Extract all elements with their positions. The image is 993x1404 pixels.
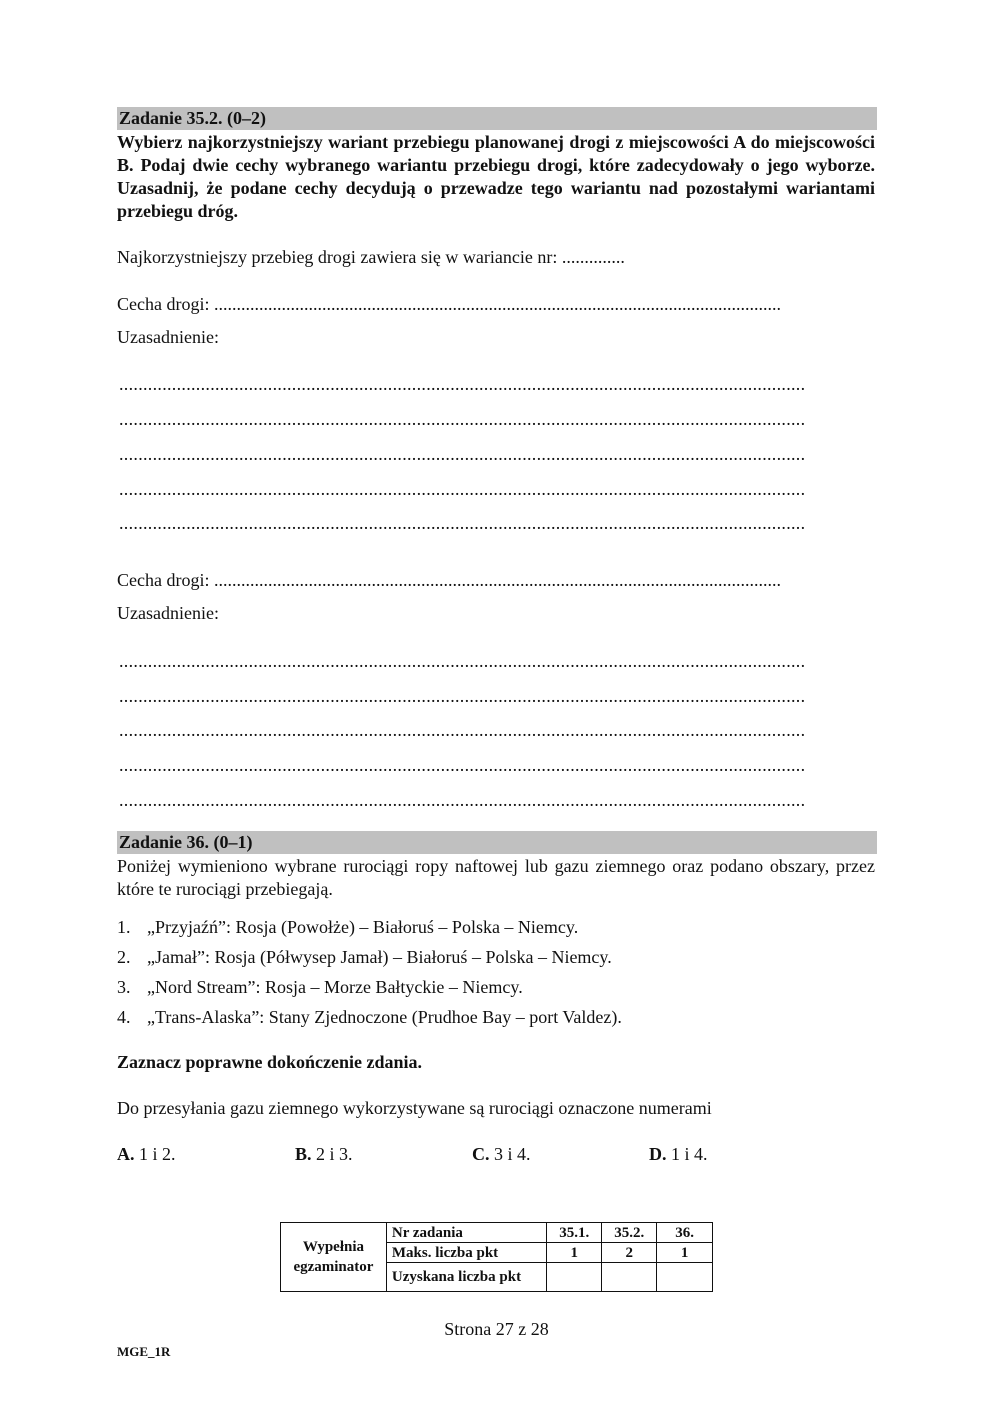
- item-number: 2.: [117, 947, 131, 967]
- item-number: 1.: [117, 917, 131, 937]
- task-number-cell: 35.1.: [547, 1223, 602, 1243]
- item-number: 3.: [117, 977, 131, 997]
- answer-line[interactable]: ...............................................................................................................................................: [119, 444, 806, 464]
- answer-line[interactable]: ...............................................................................................................................................: [119, 409, 806, 429]
- task-36-sentence: Do przesyłania gazu ziemnego wykorzystywane są rurociągi oznaczone numerami: [117, 1098, 712, 1118]
- variant-prompt[interactable]: Najkorzystniejszy przebieg drogi zawiera się w wariancie nr: ..............: [117, 247, 625, 267]
- option-letter: D.: [649, 1144, 667, 1164]
- task-number-label: Nr zadania: [386, 1223, 546, 1243]
- list-item: [117, 976, 877, 1006]
- option-d[interactable]: [649, 1143, 708, 1166]
- exam-code: MGE_1R: [117, 1344, 171, 1359]
- obtained-points-input[interactable]: [547, 1263, 602, 1292]
- item-text: „Nord Stream”: Rosja – Morze Bałtyckie – Niemcy.: [147, 977, 523, 997]
- answer-line[interactable]: ...............................................................................................................................................: [119, 790, 806, 810]
- task-number-cell: 36.: [657, 1223, 713, 1243]
- option-c[interactable]: [472, 1143, 531, 1166]
- option-a[interactable]: [117, 1143, 176, 1166]
- option-text: 1 i 4.: [671, 1144, 708, 1164]
- feature-answer-line[interactable]: ..............................................................................................................................: [213, 570, 781, 590]
- obtained-points-input[interactable]: [657, 1263, 713, 1292]
- task-35-2-header: Zadanie 35.2. (0–2): [117, 107, 877, 130]
- obtained-points-label: Uzyskana liczba pkt: [386, 1263, 546, 1292]
- list-item: [117, 916, 877, 946]
- list-item: [117, 946, 877, 976]
- score-table: [280, 1222, 713, 1292]
- item-text: „Przyjaźń”: Rosja (Powołże) – Białoruś – Polska – Niemcy.: [147, 917, 579, 937]
- examiner-label: Wypełnia egzaminator: [281, 1223, 387, 1292]
- answer-line[interactable]: ...............................................................................................................................................: [119, 513, 806, 533]
- item-number: 4.: [117, 1007, 131, 1027]
- option-letter: B.: [295, 1144, 312, 1164]
- list-item: [117, 1006, 877, 1036]
- item-text: „Trans-Alaska”: Stany Zjednoczone (Prudhoe Bay – port Valdez).: [147, 1007, 622, 1027]
- obtained-points-input[interactable]: [602, 1263, 657, 1292]
- option-b[interactable]: [295, 1143, 353, 1166]
- max-points-cell: 1: [547, 1243, 602, 1263]
- item-text: „Jamał”: Rosja (Półwysep Jamał) – Białoruś – Polska – Niemcy.: [147, 947, 612, 967]
- option-letter: A.: [117, 1144, 135, 1164]
- feature-label: Cecha drogi:: [117, 294, 210, 314]
- task-36-intro: Poniżej wymieniono wybrane rurociągi ropy naftowej lub gazu ziemnego oraz podano obszary, przez które te rurociągi przebiegają.: [117, 856, 875, 899]
- answer-line[interactable]: ...............................................................................................................................................: [119, 479, 806, 499]
- answer-line[interactable]: ...............................................................................................................................................: [119, 374, 806, 394]
- option-letter: C.: [472, 1144, 490, 1164]
- task-35-2-instruction: Wybierz najkorzystniejszy wariant przebiegu planowanej drogi z miejscowości A do miejscowości B. Podaj dwie cechy wybranego wariantu przebiegu drogi, które zadecydowały o jego wyborze. Uzasadnij, że podane cechy decydują o przewadze tego wariantu nad pozostałymi wariantami przebiegu dróg.: [117, 132, 875, 221]
- justification-label: Uzasadnienie:: [117, 327, 219, 347]
- justification-label: Uzasadnienie:: [117, 603, 219, 623]
- answer-line[interactable]: ...............................................................................................................................................: [119, 651, 806, 671]
- pipeline-list: [117, 916, 877, 1036]
- option-text: 1 i 2.: [139, 1144, 176, 1164]
- max-points-cell: 1: [657, 1243, 713, 1263]
- answer-line[interactable]: ...............................................................................................................................................: [119, 755, 806, 775]
- answer-line[interactable]: ...............................................................................................................................................: [119, 720, 806, 740]
- feature-2-row[interactable]: [117, 569, 877, 592]
- option-text: 2 i 3.: [316, 1144, 353, 1164]
- feature-1-row[interactable]: [117, 293, 877, 316]
- task-number-cell: 35.2.: [602, 1223, 657, 1243]
- page-number: Strona 27 z 28: [444, 1319, 549, 1339]
- max-points-cell: 2: [602, 1243, 657, 1263]
- task-36-header: Zadanie 36. (0–1): [117, 831, 877, 854]
- answer-line[interactable]: ...............................................................................................................................................: [119, 686, 806, 706]
- option-text: 3 i 4.: [494, 1144, 531, 1164]
- feature-label: Cecha drogi:: [117, 570, 210, 590]
- task-36-instruction: Zaznacz poprawne dokończenie zdania.: [117, 1052, 423, 1072]
- max-points-label: Maks. liczba pkt: [386, 1243, 546, 1263]
- feature-answer-line[interactable]: ..............................................................................................................................: [213, 294, 781, 314]
